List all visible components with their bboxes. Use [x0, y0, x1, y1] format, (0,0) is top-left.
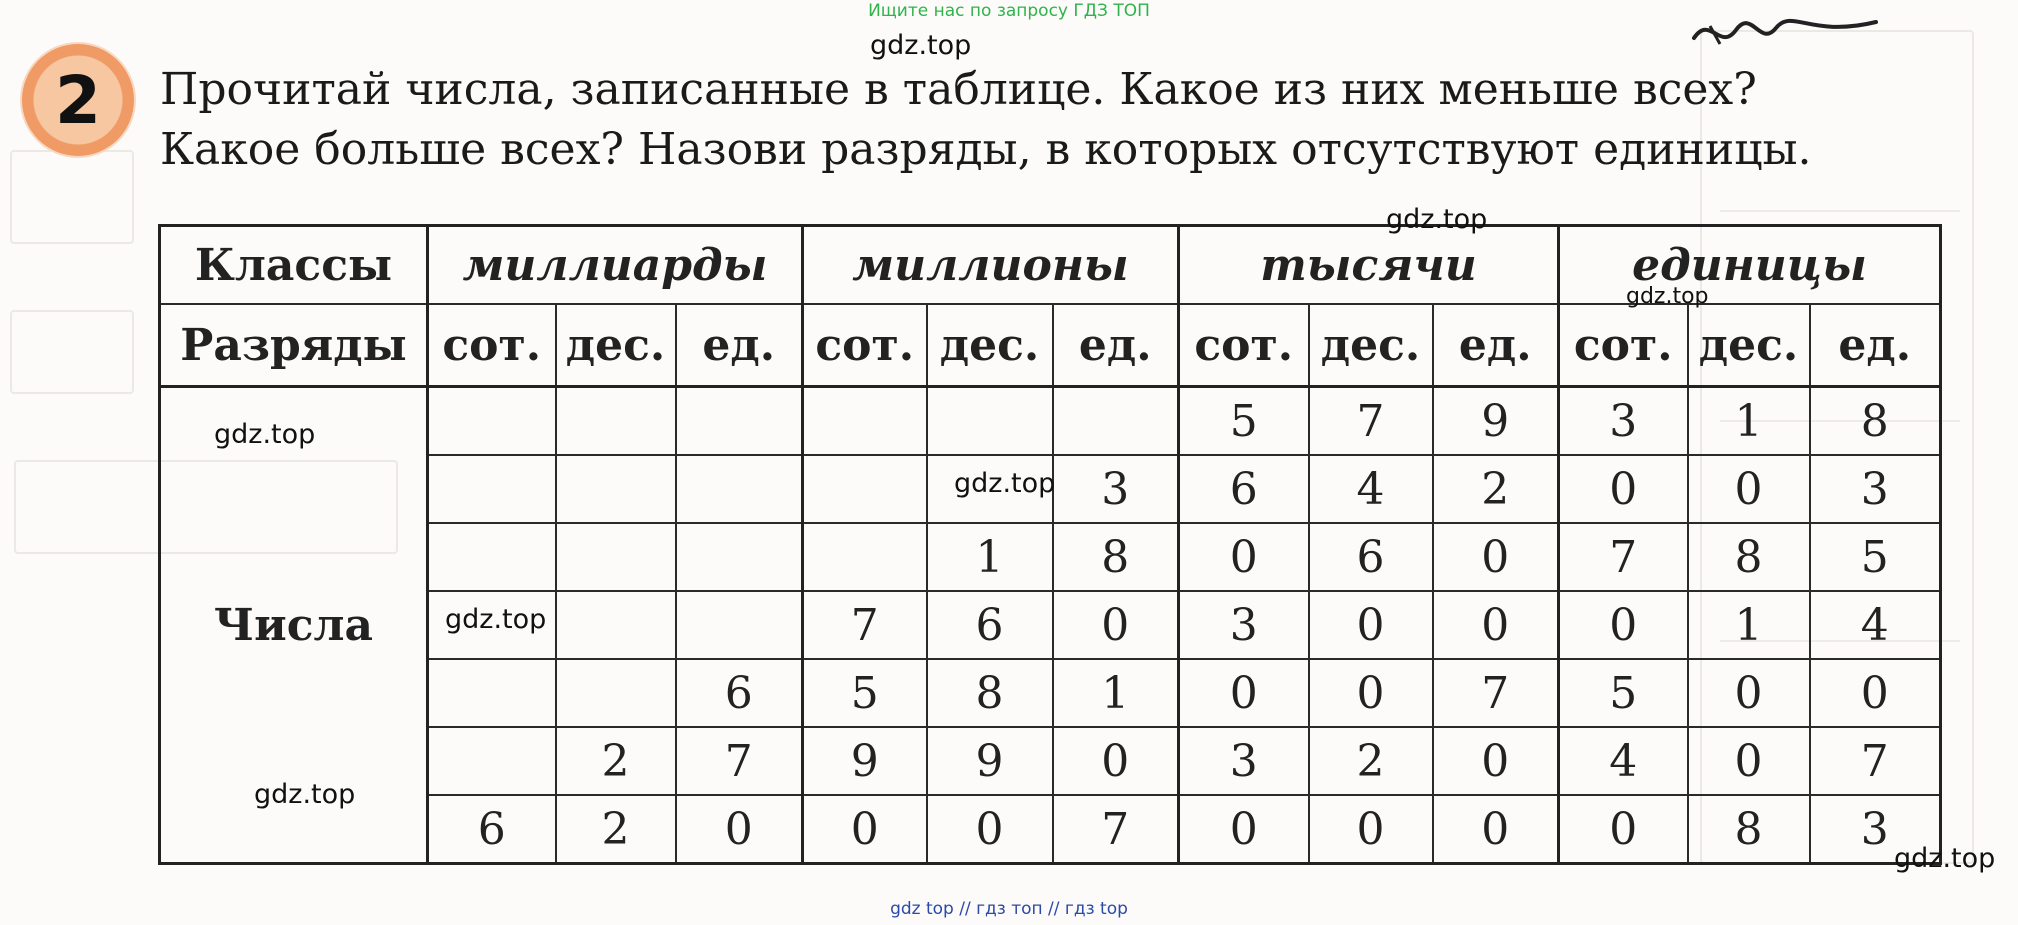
- rank-cell: сот.: [1179, 304, 1309, 387]
- class-thousands: тысячи: [1179, 226, 1559, 305]
- rank-cell: сот.: [803, 304, 927, 387]
- rank-cell: дес.: [927, 304, 1053, 387]
- digit-cell: 7: [1053, 795, 1179, 864]
- table-row: [160, 591, 1941, 659]
- table-row: [160, 523, 1941, 591]
- table-row: [160, 727, 1941, 795]
- background-bleed-box: [10, 310, 134, 394]
- digit-cell: 7: [1433, 659, 1559, 727]
- digit-cell: 0: [1179, 523, 1309, 591]
- digit-cell: 5: [803, 659, 927, 727]
- rank-cell: ед.: [676, 304, 803, 387]
- digit-cell: 9: [1433, 387, 1559, 456]
- digit-cell: 7: [1810, 727, 1941, 795]
- digit-cell: 7: [1559, 523, 1688, 591]
- digit-cell: 0: [803, 795, 927, 864]
- rank-cell: сот.: [428, 304, 556, 387]
- digit-cell: 9: [803, 727, 927, 795]
- background-bleed-box: [10, 150, 134, 244]
- digit-cell: 4: [1810, 591, 1941, 659]
- digit-cell: 5: [1179, 387, 1309, 456]
- rank-cell: дес.: [1309, 304, 1433, 387]
- digit-cell: 2: [556, 727, 676, 795]
- digit-cell: [676, 387, 803, 456]
- digit-cell: 4: [1559, 727, 1688, 795]
- task-number: 2: [55, 61, 101, 139]
- digit-cell: 0: [676, 795, 803, 864]
- task-number-badge: [20, 42, 136, 158]
- digit-cell: 8: [1688, 795, 1810, 864]
- task-line-2: Какое больше всех? Назови разряды, в которых отсутствуют единицы.: [160, 124, 1812, 175]
- digit-cell: 3: [1559, 387, 1688, 456]
- digit-cell: 0: [1053, 591, 1179, 659]
- table-row: [160, 387, 1941, 456]
- task-instructions: [160, 60, 1980, 180]
- watermark: gdz.top: [254, 779, 356, 810]
- handwriting-scribble-icon: [1690, 8, 1880, 54]
- digit-cell: 7: [1309, 387, 1433, 456]
- digit-cell: [428, 387, 556, 456]
- digit-cell: [803, 523, 927, 591]
- rank-cell: ед.: [1810, 304, 1941, 387]
- digit-cell: 6: [1309, 523, 1433, 591]
- digit-cell: 3: [1179, 727, 1309, 795]
- digit-cell: [803, 387, 927, 456]
- rank-cell: дес.: [556, 304, 676, 387]
- digit-cell: 8: [927, 659, 1053, 727]
- digit-cell: 5: [1559, 659, 1688, 727]
- digit-cell: [556, 455, 676, 523]
- digit-cell: [927, 387, 1053, 456]
- bottom-banner[interactable]: gdz top // гдз топ // гдз top: [890, 899, 1128, 919]
- digit-cell: 0: [927, 795, 1053, 864]
- digit-cell: 9: [927, 727, 1053, 795]
- digit-cell: 6: [1179, 455, 1309, 523]
- digit-cell: 2: [1309, 727, 1433, 795]
- class-millions: миллионы: [803, 226, 1179, 305]
- digit-cell: 7: [676, 727, 803, 795]
- watermark: gdz.top: [954, 468, 1056, 499]
- digit-cell: [1053, 387, 1179, 456]
- digit-cell: [556, 387, 676, 456]
- classes-header: Классы: [160, 226, 428, 305]
- watermark: gdz.top: [445, 604, 547, 635]
- rank-cell: дес.: [1688, 304, 1810, 387]
- digit-cell: 3: [1179, 591, 1309, 659]
- digit-cell: 0: [1688, 727, 1810, 795]
- watermark: gdz.top: [214, 419, 316, 450]
- digit-cell: 0: [1559, 795, 1688, 864]
- top-banner[interactable]: Ищите нас по запросу ГДЗ ТОП: [868, 1, 1150, 21]
- digit-cell: 6: [676, 659, 803, 727]
- digit-cell: [428, 727, 556, 795]
- digit-cell: 0: [1309, 795, 1433, 864]
- digit-cell: 4: [1309, 455, 1433, 523]
- digit-cell: [428, 455, 556, 523]
- numbers-header: Числа: [160, 387, 428, 864]
- digit-cell: [676, 591, 803, 659]
- table-row: [160, 659, 1941, 727]
- watermark: gdz.top: [870, 30, 972, 61]
- digit-cell: 0: [1433, 795, 1559, 864]
- digit-cell: 0: [1053, 727, 1179, 795]
- digit-cell: 0: [1179, 659, 1309, 727]
- digit-cell: 0: [1810, 659, 1941, 727]
- digit-cell: 0: [1688, 659, 1810, 727]
- digit-cell: 0: [1559, 591, 1688, 659]
- digit-cell: [803, 455, 927, 523]
- ranks-header: Разряды: [160, 304, 428, 387]
- table-row: [160, 795, 1941, 864]
- digit-cell: 8: [1053, 523, 1179, 591]
- class-units: единицы: [1559, 226, 1941, 305]
- digit-cell: 1: [927, 523, 1053, 591]
- digit-cell: 0: [1179, 795, 1309, 864]
- digit-cell: 3: [1810, 455, 1941, 523]
- digit-cell: [676, 523, 803, 591]
- task-line-1: Прочитай числа, записанные в таблице. Какое из них меньше всех?: [160, 64, 1757, 115]
- number-rows: [160, 387, 1941, 864]
- digit-cell: 1: [1053, 659, 1179, 727]
- digit-cell: 0: [1433, 523, 1559, 591]
- rank-cell: ед.: [1053, 304, 1179, 387]
- digit-cell: 7: [803, 591, 927, 659]
- rank-cell: сот.: [1559, 304, 1688, 387]
- digit-cell: 6: [927, 591, 1053, 659]
- watermark: gdz.top: [1894, 843, 1996, 874]
- digit-cell: 0: [1309, 659, 1433, 727]
- digit-cell: 6: [428, 795, 556, 864]
- digit-cell: 1: [1688, 591, 1810, 659]
- digit-cell: 8: [1810, 387, 1941, 456]
- rank-cell: ед.: [1433, 304, 1559, 387]
- digit-cell: [556, 659, 676, 727]
- digit-cell: [428, 659, 556, 727]
- digit-cell: [556, 591, 676, 659]
- digit-cell: [428, 523, 556, 591]
- digit-cell: 2: [556, 795, 676, 864]
- watermark: gdz.top: [1386, 204, 1488, 235]
- background-bleed-line: [1720, 210, 1960, 212]
- digit-cell: 3: [1810, 795, 1941, 864]
- digit-cell: 0: [1309, 591, 1433, 659]
- digit-cell: 0: [1433, 727, 1559, 795]
- watermark: gdz.top: [1626, 284, 1709, 309]
- class-billions: миллиарды: [428, 226, 803, 305]
- digit-cell: 8: [1688, 523, 1810, 591]
- digit-cell: 5: [1810, 523, 1941, 591]
- digit-cell: 0: [1433, 591, 1559, 659]
- digit-cell: 0: [1559, 455, 1688, 523]
- digit-cell: 0: [1688, 455, 1810, 523]
- place-value-table: [158, 224, 1942, 865]
- digit-cell: 1: [1688, 387, 1810, 456]
- digit-cell: 3: [1053, 455, 1179, 523]
- digit-cell: [556, 523, 676, 591]
- digit-cell: 2: [1433, 455, 1559, 523]
- digit-cell: [676, 455, 803, 523]
